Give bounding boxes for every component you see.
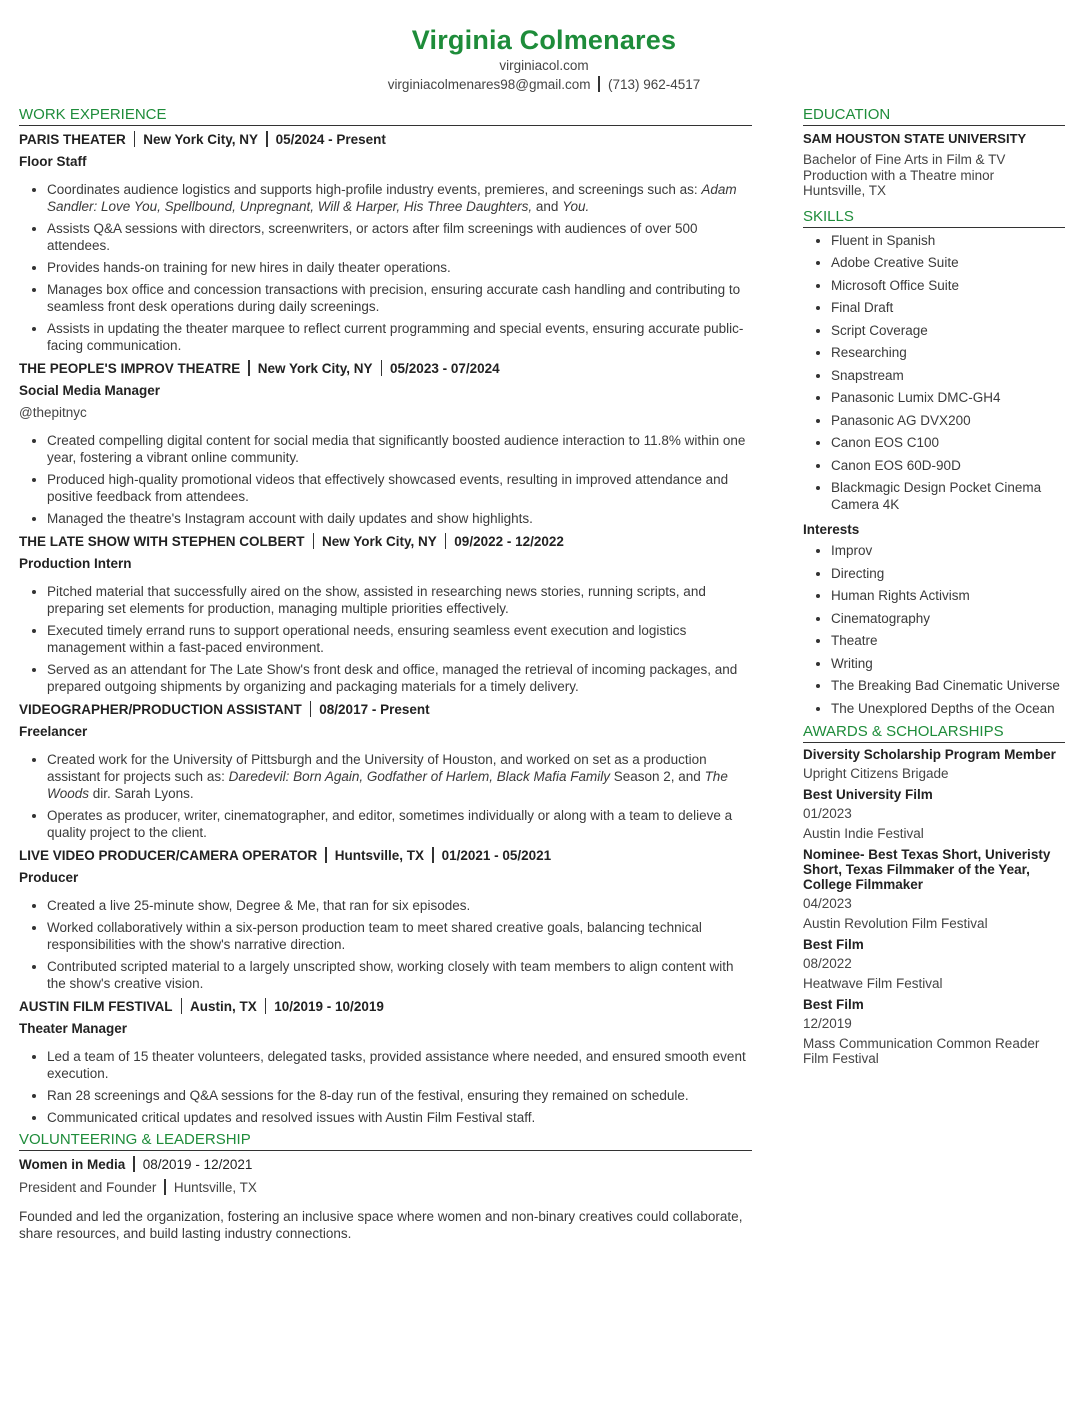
job-organization: AUSTIN FILM FESTIVAL [19,999,173,1014]
bullet-text: Worked collaboratively within a six-person production team to meet shared creative goals, balancing technical responsibilities with the show's narrative direction. [47,920,702,952]
job-header [19,130,752,149]
volunteer-entry-header [19,1155,752,1174]
job-role: Theater Manager [19,1021,128,1036]
interest-item: • Directing [831,565,1065,582]
divider [133,1156,135,1172]
job-role: Social Media Manager [19,383,161,398]
job-role: Floor Staff [19,154,87,169]
award-organization: Upright Citizens Brigade [803,765,949,781]
bullet-text: Produced high-quality promotional videos that effectively showcased events, resulting in improved attendance and positive feedback from attendees. [47,472,729,504]
award-date: 08/2022 [803,955,852,971]
bullet-text: Coordinates audience logistics and supports high-profile industry events, premieres, and screenings such as: [47,182,702,197]
bullet-item [47,622,752,656]
interest-item: • The Unexplored Depths of the Ocean [831,700,1065,717]
divider [134,131,136,147]
bullet-item [47,1048,752,1082]
job-location: Austin, TX [190,999,257,1014]
divider [598,76,600,92]
skill-item: • Script Coverage [831,322,1065,339]
volunteer-dates: 08/2019 - 12/2021 [142,1157,253,1172]
divider [310,701,312,717]
right-column [803,106,1065,1066]
bullet-item [47,919,752,953]
awards-heading: AWARDS & SCHOLARSHIPS [803,723,1065,743]
bullet-item [47,751,752,802]
school-place: Huntsville, TX [803,183,887,198]
skill-item: • Canon EOS 60D-90D [831,457,1065,474]
interest-item: • Human Rights Activism [831,587,1065,604]
job-header [19,846,752,865]
job-bullets [19,583,752,695]
skill-item: • Snapstream [831,367,1065,384]
award-date: 12/2019 [803,1015,852,1031]
bullet-item [47,510,752,527]
interest-item: • The Breaking Bad Cinematic Universe [831,677,1065,694]
bullet-text: Pitched material that successfully aired on the show, assisted in researching news stories, running scripts, and preparing set elements for production, managing multiple priorities effectively. [47,584,706,616]
candidate-name: Virginia Colmenares [411,25,677,55]
job-dates: 08/2017 - Present [319,702,430,717]
bullet-item [47,807,752,841]
email-link[interactable]: virginiacolmenares98@gmail.com [387,77,591,92]
bullet-text: Manages box office and concession transactions with precision, ensuring accurate cash handling and contributing to seamless front desk operations during daily screenings. [47,282,741,314]
divider [265,998,267,1014]
bullet-text: Assists in updating the theater marquee to reflect current programming and special events, ensuring accurate public-facing communication. [47,321,744,353]
skill-item: • Panasonic Lumix DMC-GH4 [831,389,1065,406]
skill-item: • Final Draft [831,299,1065,316]
divider [164,1179,166,1195]
resume-header [0,0,1088,94]
bullet-text: dir. Sarah Lyons. [89,786,194,801]
job-bullets [19,897,752,992]
contact-line [0,75,1088,94]
bullet-text: Ran 28 screenings and Q&A sessions for the 8-day run of the festival, ensuring they remained on schedule. [47,1088,689,1103]
bullet-text: Executed timely errand runs to support operational needs, ensuring seamless event execution and logistics management within a fast-paced environment. [47,623,687,655]
volunteer-role: President and Founder [19,1180,157,1195]
job-dates: 01/2021 - 05/2021 [441,848,552,863]
left-column [19,106,752,1242]
job-bullets [19,181,752,354]
job-header [19,359,752,378]
volunteer-description: Founded and led the organization, fostering an inclusive space where women and non-binary creatives could collaborate, share resources, and build lasting industry connections. [19,1209,743,1241]
bullet-item [47,281,752,315]
bullet-item [47,583,752,617]
bullet-item [47,471,752,505]
job-header [19,997,752,1016]
skills-list [803,232,1065,514]
volunteer-place: Huntsville, TX [173,1180,257,1195]
social-handle: @thepitnyc [19,405,87,420]
bullet-emphasis: Adam Sandler: Love You, Spellbound, Unpregnant, Will & Harper, His Three Daughters, [47,182,737,214]
bullet-item [47,320,752,354]
job-location: New York City, NY [143,132,259,147]
interest-item: • Cinematography [831,610,1065,627]
bullet-text: Created work for the University of Pittsburgh and the University of Houston, and worked on set as a production assistant for projects such as: [47,752,707,784]
bullet-item [47,661,752,695]
bullet-text: Assists Q&A sessions with directors, screenwriters, or actors after film screenings with audiences of over 500 attendees. [47,221,698,253]
job-organization: THE PEOPLE'S IMPROV THEATRE [19,361,241,376]
bullet-text: Provides hands-on training for new hires in daily theater operations. [47,260,451,275]
skills-heading: SKILLS [803,208,1065,228]
award-name: Diversity Scholarship Program Member [803,746,1056,762]
job-organization: PARIS THEATER [19,132,126,147]
interest-item: • Improv [831,542,1065,559]
interests-heading: Interests [803,522,860,537]
work-experience-heading: WORK EXPERIENCE [19,106,752,126]
skill-item: • Blackmagic Design Pocket Cinema Camera 4K [831,479,1065,513]
bullet-text: Season 2, and [609,769,705,784]
bullet-text: Operates as producer, writer, cinematographer, and editor, sometimes individually or along with a team to delieve a quality project to the client. [47,808,733,840]
divider [432,847,434,863]
award-name: Best University Film [803,786,933,802]
job-dates: 10/2019 - 10/2019 [274,999,384,1014]
bullet-text: Created a live 25-minute show, Degree & Me, that ran for six episodes. [47,898,471,913]
award-organization: Austin Revolution Film Festival [803,915,988,931]
bullet-item [47,259,752,276]
bullet-text: Created compelling digital content for social media that significantly boosted audience interaction to 11.8% within one year, fostering a vibrant online community. [47,433,746,465]
award-organization: Austin Indie Festival [803,825,924,841]
skill-item: • Researching [831,344,1065,361]
skill-item: • Adobe Creative Suite [831,254,1065,271]
bullet-item [47,220,752,254]
divider [445,533,447,549]
divider [381,360,383,376]
divider [266,131,268,147]
skill-item: • Microsoft Office Suite [831,277,1065,294]
job-dates: 05/2024 - Present [275,132,386,147]
bullet-emphasis: Daredevil: Born Again, Godfather of Harlem, Black Mafia Family [228,769,610,784]
job-dates: 05/2023 - 07/2024 [390,361,500,376]
divider [181,998,183,1014]
bullet-emphasis: The Woods [47,769,728,801]
education-heading: EDUCATION [803,106,1065,126]
volunteering-heading: VOLUNTEERING & LEADERSHIP [19,1131,752,1151]
phone-number[interactable]: (713) 962-4517 [607,77,701,92]
bullet-text: Served as an attendant for The Late Show's front desk and office, managed the retrieval of incoming packages, and prepared outgoing shipments by organizing and packaging materials for a timely delivery. [47,662,738,694]
bullet-item [47,958,752,992]
job-bullets [19,432,752,527]
job-dates: 09/2022 - 12/2022 [454,534,564,549]
skill-item: • Canon EOS C100 [831,434,1065,451]
volunteer-role-line [19,1178,752,1197]
bullet-emphasis: You. [562,199,590,214]
job-header [19,532,752,551]
bullet-text: Led a team of 15 theater volunteers, delegated tasks, provided assistance where needed, and ensured smooth event execution. [47,1049,746,1081]
job-location: Huntsville, TX [334,848,425,863]
bullet-text: Communicated critical updates and resolved issues with Austin Film Festival staff. [47,1110,536,1125]
bullet-text: and [532,199,563,214]
volunteer-org: Women in Media [19,1157,126,1172]
skill-item: • Fluent in Spanish [831,232,1065,249]
school-name: SAM HOUSTON STATE UNIVERSITY [803,131,1027,146]
awards-list [803,747,1065,1066]
bullet-item [47,1087,752,1104]
bullet-item [47,432,752,466]
job-header [19,700,752,719]
bullet-item [47,897,752,914]
degree-line-1: Bachelor of Fine Arts in Film & TV [803,152,1006,167]
job-list [19,130,752,1126]
job-bullets [19,751,752,841]
award-organization: Mass Communication Common Reader Film Festival [803,1035,1040,1066]
website-line [0,56,1088,75]
job-role: Production Intern [19,556,132,571]
skill-item: • Panasonic AG DVX200 [831,412,1065,429]
bullet-item [47,181,752,215]
website-link[interactable]: virginiacol.com [499,58,589,73]
award-date: 04/2023 [803,895,852,911]
divider [313,533,315,549]
degree-line-2: Production with a Theatre minor [803,167,995,183]
award-name: Nominee- Best Texas Short, Univeristy Short, Texas Filmmaker of the Year, College Filmmaker [803,846,1051,892]
award-organization: Heatwave Film Festival [803,975,943,991]
bullet-text: Managed the theatre's Instagram account with daily updates and show highlights. [47,511,533,526]
job-location: New York City, NY [257,361,373,376]
award-name: Best Film [803,996,864,1012]
bullet-text: Contributed scripted material to a largely unscripted show, working closely with team members to align content with the show's creative vision. [47,959,734,991]
divider [248,360,250,376]
job-organization: THE LATE SHOW WITH STEPHEN COLBERT [19,534,305,549]
job-organization: LIVE VIDEO PRODUCER/CAMERA OPERATOR [19,848,318,863]
bullet-item [47,1109,752,1126]
job-organization: VIDEOGRAPHER/PRODUCTION ASSISTANT [19,702,302,717]
award-name: Best Film [803,936,864,952]
job-role: Producer [19,870,79,885]
interests-list [803,542,1065,717]
divider [325,847,327,863]
interest-item: • Theatre [831,632,1065,649]
job-role: Freelancer [19,724,88,739]
job-location: New York City, NY [322,534,437,549]
job-bullets [19,1048,752,1126]
interest-item: • Writing [831,655,1065,672]
award-date: 01/2023 [803,805,852,821]
